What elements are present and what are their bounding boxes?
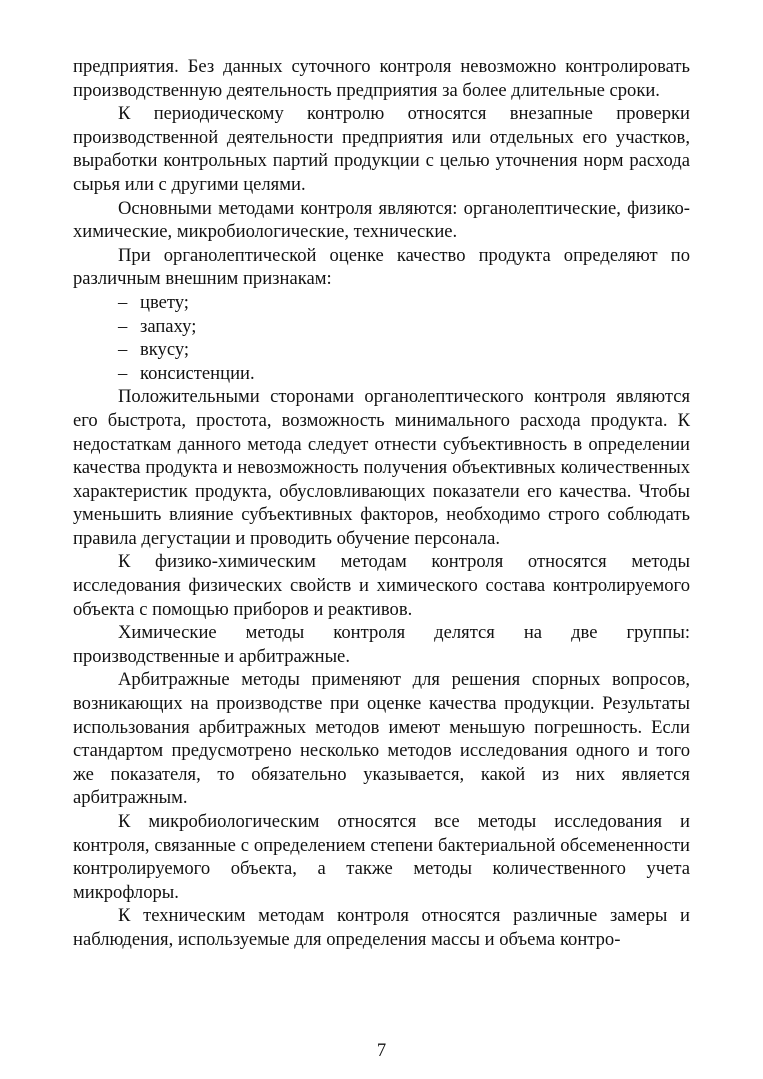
list-item bbox=[73, 338, 690, 362]
paragraph: Химические методы контроля делятся на две группы: производственные и арбитражные. bbox=[73, 622, 690, 667]
paragraph: Арбитражные методы применяют для решения спорных вопросов, возникающих на производстве при оценке качества продукции. Результаты использования арбитражных методов имеют меньшую погрешность. Если стандартом предусмотрено несколько методов исследования одного и того же показателя, то обязательно указывается, какой из них является арбитражным. bbox=[73, 669, 690, 809]
paragraph: предприятия. Без данных суточного контроля невозможно контролировать производственную деятельность предприятия за более длительные сроки. bbox=[73, 56, 690, 101]
list-item-text: цвету; bbox=[140, 291, 189, 313]
paragraph: К микробиологическим относятся все методы исследования и контроля, связанные с определением степени бактериальной обсемененности контролируемого объекта, а также методы количественного учета микрофлоры. bbox=[73, 811, 690, 903]
list-marker: – bbox=[118, 362, 128, 384]
list-item-text: вкусу; bbox=[140, 339, 190, 361]
paragraph: К техническим методам контроля относятся различные замеры и наблюдения, используемые для определения массы и объема контро- bbox=[73, 905, 690, 950]
page-number: 7 bbox=[376, 1040, 387, 1061]
list-marker: – bbox=[118, 315, 128, 337]
list-item-text: консистенции. bbox=[140, 362, 255, 384]
list-item bbox=[73, 315, 690, 339]
paragraph: К периодическому контролю относятся внезапные проверки производственной деятельности предприятия или отдельных его участков, выработки контрольных партий продукции с целью уточнения норм расхода сырья или с другими целями. bbox=[73, 103, 690, 195]
list-marker: – bbox=[118, 339, 128, 361]
paragraph: Положительными сторонами органолептического контроля являются его быстрота, простота, возможность минимального расхода продукта. К недостаткам данного метода следует отнести субъективность в определении качества продукта и невозможность получения объективных количественных характеристик продукта, обусловливающих показатели его качества. Чтобы уменьшить влияние субъективных факторов, необходимо строго соблюдать правила дегустации и проводить обучение персонала. bbox=[73, 386, 690, 549]
list-marker: – bbox=[118, 291, 128, 313]
paragraph: К физико-химическим методам контроля относятся методы исследования физических свойств и химического состава контролируемого объекта с помощью приборов и реактивов. bbox=[73, 551, 690, 620]
attribute-list bbox=[73, 291, 690, 385]
list-item bbox=[73, 291, 690, 315]
list-item-text: запаху; bbox=[140, 315, 197, 337]
list-item bbox=[73, 362, 690, 386]
page-body bbox=[73, 55, 690, 952]
paragraph: При органолептической оценке качество продукта определяют по различным внешним признакам: bbox=[73, 244, 690, 290]
paragraph: Основными методами контроля являются: органолептические, физико-химические, микробиологические, технические. bbox=[73, 197, 690, 243]
